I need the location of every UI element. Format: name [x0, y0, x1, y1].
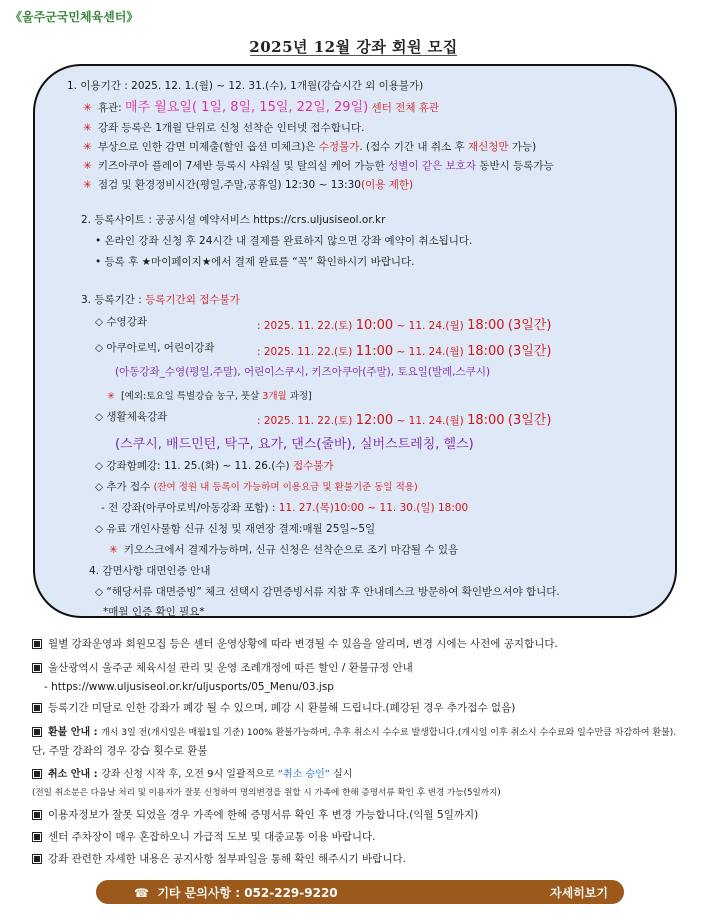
asterisk-icon: ✳	[107, 391, 115, 402]
asterisk-icon: ✳	[83, 141, 92, 153]
page-title: 2025년 12월 강좌 회원 모집	[249, 38, 458, 56]
contact-info: ☎ 기타 문의사항 : 052-229-9220	[134, 886, 338, 900]
note-refund-guide: 환불 안내 : 개시 3일 전(개시일은 매월1일 기준) 100% 환불가능하며, 추후 취소시 수수료 발생합니다.(개시일 이후 취소시 수수료와 일수만큼 차감하여 환불).	[32, 723, 676, 738]
more-details-link[interactable]: 자세히보기	[550, 886, 608, 900]
square-bullet-icon	[32, 810, 42, 820]
asterisk-icon: ✳	[83, 122, 92, 134]
swim-course-period: : 2025. 11. 22.(토) 10:00 ~ 11. 24.(월) 18:00 (3일간)	[257, 318, 552, 333]
asterisk-icon: ✳	[83, 179, 92, 191]
monthly-verification-note: *매월 인증 확인 필요*	[103, 606, 205, 618]
note-cancel-guide: 취소 안내 : 강좌 신청 시작 후, 오전 9시 일괄적으로 “취소 승인” 실시	[32, 765, 352, 780]
note-schedule-change: 월별 강좌운영과 회원모집 등은 센터 운영상황에 따라 변경될 수 있음을 알리며, 변경 시에는 사전에 공지합니다.	[32, 636, 558, 651]
aqua-course-detail: (아동강좌_수영(평일,주말), 어린이스쿠시, 키즈아쿠아(주말), 토요일(발레,스쿠시)	[115, 366, 491, 378]
square-bullet-icon	[32, 769, 42, 779]
note-parking: 센터 주차장이 매우 혼잡하오니 가급적 도보 및 대중교통 이용 바랍니다.	[32, 829, 376, 844]
kids-aqua-line: ✳ 키즈아쿠아 플레이 7세반 등록시 샤워실 및 탈의실 케어 가능한 성별이 같은 보호자 동반시 등록가능	[83, 160, 554, 172]
aqua-course-row: ◇ 아쿠아로빅, 어린이강좌	[95, 342, 215, 354]
info-panel	[33, 64, 677, 618]
swim-course-row: ◇ 수영강좌	[95, 316, 147, 328]
register-site-heading: 2. 등록사이트 : 공공시설 예약서비스 https://crs.uljusiseol.or.kr	[81, 214, 386, 226]
note-cancel-detail: (전일 취소분은 다음날 처리 및 이용자가 잘못 신청하여 명의변경을 원할 시 가족에 한해 증명서류 확인 후 변경 가능(5일까지)	[32, 788, 501, 798]
square-bullet-icon	[32, 832, 42, 842]
note-refund-rules: 울산광역시 울주군 체육시설 관리 및 운영 조례개정에 따른 할인 / 환불규정 안내	[32, 660, 413, 675]
note-attachment: 강좌 관련한 자세한 내용은 공지사항 첨부파일을 통해 확인 해주시기 바랍니다.	[32, 851, 406, 866]
maintenance-line: ✳ 점검 및 환경정비시간(평일,주말,공휴일) 12:30 ~ 13:30(이용 제한)	[83, 179, 414, 191]
life-sports-course-row: ◇ 생활체육강좌	[95, 411, 168, 423]
square-bullet-icon	[32, 854, 42, 864]
aqua-exception-note: ✳ [예외:토요일 특별강습 농구, 풋살 3개월 과정]	[107, 391, 312, 402]
course-closing-row: ◇ 강좌함폐강: 11. 25.(화) ~ 11. 26.(수) 접수불가	[95, 460, 334, 472]
square-bullet-icon	[32, 639, 42, 649]
extra-registration-row: ◇ 추가 접수 (잔여 정원 내 등록이 가능하며 이용요금 및 환불기준 동일 적용)	[95, 481, 418, 493]
square-bullet-icon	[32, 663, 42, 673]
kiosk-note: ✳ 키오스크에서 결제가능하며, 신규 신청은 선착순으로 조기 마감될 수 있음	[109, 544, 459, 556]
life-sports-detail: (스쿠시, 배드민턴, 탁구, 요가, 댄스(줄바), 실버스트레칭, 헬스)	[115, 437, 474, 452]
life-sports-course-period: : 2025. 11. 22.(토) 12:00 ~ 11. 24.(월) 18:00 (3일간)	[257, 413, 552, 428]
closed-note: 센터 전체 휴관	[371, 102, 440, 114]
asterisk-icon: ✳	[109, 544, 118, 556]
discount-verification-heading: 4. 감면사항 대면인증 안내	[89, 565, 211, 577]
injury-discount-line: ✳ 부상으로 인한 감면 미제출(할인 옵션 미체크)은 수정불가. (접수 기간 내 취소 후 재신청만 가능)	[83, 141, 537, 153]
register-period-heading: 3. 등록기간 : 등록기간외 접수불가	[81, 294, 240, 306]
extra-registration-period: - 전 강좌(아쿠아로빅/아동강좌 포함) : 11. 27.(목)10:00 ~ 11. 30.(일) 18:00	[101, 502, 469, 514]
center-name: 《울주군국민체육센터》	[10, 10, 139, 24]
footer-bar	[96, 880, 624, 904]
usage-period-heading: 1. 이용기간 : 2025. 12. 1.(월) ~ 12. 31.(수), 1개월(강습시간 외 이용불가)	[67, 80, 424, 92]
refund-rules-link[interactable]: - https://www.uljusiseol.or.kr/uljusports/05_Menu/03.jsp	[44, 681, 334, 693]
closed-day-line: ✳ 휴관: 매주 월요일( 1일, 8일, 15일, 22일, 29일) 센터 전체 휴관	[83, 100, 440, 115]
discount-verification-line: ◇ “해당서류 대면증빙” 체크 선택시 감면증빙서류 지참 후 안내데스크 방문하여 확인받으셔야 합니다.	[95, 586, 560, 598]
title-underline	[250, 55, 457, 56]
note-course-cancellation: 등록기간 미달로 인한 강좌가 폐강 될 수 있으며, 폐강 시 환불해 드립니다.(폐강된 경우 추가접수 없음)	[32, 700, 515, 715]
payment-24h-line: • 온라인 강좌 신청 후 24시간 내 결제를 완료하지 않으면 강좌 예약이 취소됩니다.	[95, 235, 473, 247]
locker-row: ◇ 유료 개인사물함 신규 신청 및 재연장 결제:매월 25일~5일	[95, 523, 376, 535]
square-bullet-icon	[32, 703, 42, 713]
asterisk-icon: ✳	[83, 102, 92, 114]
aqua-course-period: : 2025. 11. 22.(토) 11:00 ~ 11. 24.(월) 18:00 (3일간)	[257, 344, 552, 359]
square-bullet-icon	[32, 727, 42, 737]
phone-icon: ☎	[134, 886, 149, 900]
mypage-payment-line: • 등록 후 ★마이페이지★에서 결제 완료를 “꼭” 확인하시기 바랍니다.	[95, 256, 415, 268]
asterisk-icon: ✳	[83, 160, 92, 172]
note-user-info: 이용자정보가 잘못 되었을 경우 가족에 한해 증명서류 확인 후 변경 가능합니다.(익월 5일까지)	[32, 807, 478, 822]
registration-unit-line: ✳ 강좌 등록은 1개월 단위로 신청 선착순 인터넷 접수합니다.	[83, 122, 365, 134]
note-weekend-refund: 단, 주말 강좌의 경우 강습 횟수로 환불	[32, 745, 208, 757]
closed-days: 매주 월요일( 1일, 8일, 15일, 22일, 29일)	[124, 100, 369, 115]
